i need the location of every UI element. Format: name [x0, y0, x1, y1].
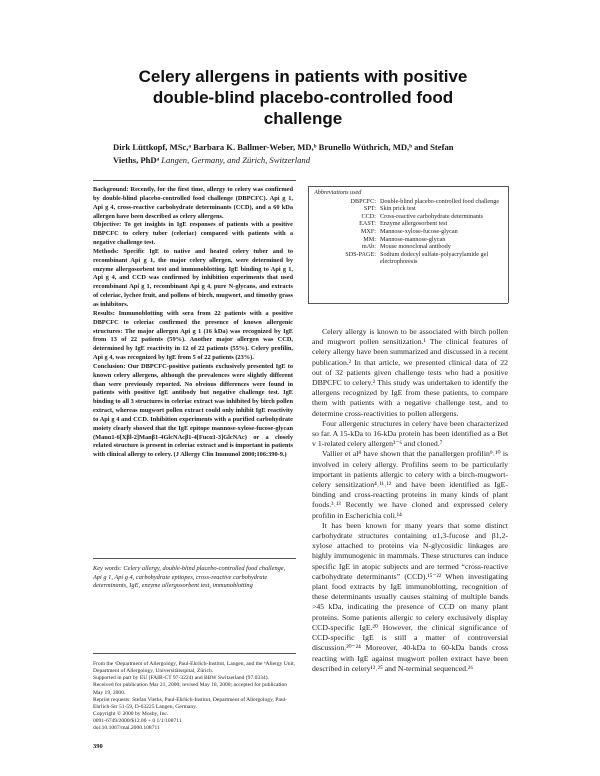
keywords: Key words: Celery allergy, double-blind placebo-controlled food challenge, Api g 1, Api g 4, carbohydrate epitopes, cross-reactive carbohydrate determinants, IgE, enzyme allergosorbent test, immunoblotting: [93, 565, 286, 589]
abstract-methods: Methods: Specific IgE to native and heated celery tuber and to recombinant Api g 1, the major celery allergen, were determined by enzyme allergosorbent test and immunoblotting. IgE binding to Api g 1, Api g 4, and CCD was confirmed by inhibition experiments that used recombinant Api g 1, recombinant Api g 4, pure N-glycans, and extracts of celeriac, lychee fruit, and pollens of birch, mugwort, and timothy grass as inhibitors.: [93, 247, 293, 308]
abstract: [93, 186, 293, 460]
abbr-row: [312, 198, 502, 206]
author-affiliation: Langen, Germany, and Zürich, Switzerland: [161, 155, 311, 165]
abbr-key: CCD:: [361, 212, 376, 220]
abbr-key: DBPCFC:: [350, 197, 376, 205]
abbr-row: [312, 228, 502, 236]
abbr-box-bottom: [308, 303, 508, 304]
abstract-top-rule: [93, 180, 296, 181]
abstract-objective: Objective: To get insights in IgE responses of patients with a positive DBPCFC to celery tuber (celeriac) compared with patients with a negative challenge test.: [93, 221, 293, 247]
body-paragraph: Four allergenic structures in celery have been characterized so far. A 15-kDa to 16-kDa protein has been identified as a Bet v 1-related celery allergen³⁻⁶ and cloned.⁷: [312, 418, 508, 449]
abbr-key: SPT:: [363, 205, 376, 213]
abbr-box-left: [308, 186, 309, 303]
author-list: [113, 141, 473, 167]
abbr-box-right: [508, 186, 509, 303]
footnote-received: Received for publication Mar 21, 2000; revised May 18, 2000; accepted for publication May 19, 2000.: [93, 682, 288, 696]
abbr-row: [312, 243, 502, 251]
abbr-value: Mannose-mannose-glycan: [380, 235, 446, 243]
abstract-bottom-rule: [93, 558, 296, 559]
abstract-results: Results: Immunoblotting with sera from 22 patients with a positive DBPCFC to celeriac confirmed the presence of known allergenic structures: The major allergen Api g 1 (16 kDa) was recognized by IgE from 13 of 22 patients (59%). Another major allergen was CCD, determined by IgE reactivity in 12 of 22 patients (55%). Celery profilin, Api g 4, was recognized by IgE from 5 of 22 patients (23%).: [93, 309, 293, 362]
keywords-bottom-rule: [93, 653, 296, 654]
body-paragraph: Celery allergy is known to be associated with birch pollen and mugwort pollen sensitization.¹ The clinical features of celery allergy have been summarized and discussed in a recent publication.² In that article, we presented clinical data of 22 out of 32 patients given challenge tests who had a positive DBPCFC to celery.² This study was undertaken to identify the allergens recognized by IgE from these patients, to compare them with patients with a negative challenge test, and to determine cross-reactivities to pollen allergens.: [312, 327, 508, 418]
abbr-key: MM:: [363, 235, 376, 243]
footnote-doi: doi:10.1067/mai.2000.108711: [93, 725, 160, 732]
abbreviations-box: [312, 189, 502, 266]
footnote-reprints: Reprint requests: Stefan Vieths, Paul-Ehrlich-Institut, Department of Allergology, Paul-Ehrlich-Str 51-59, D-63225 Langen, Germany.: [93, 696, 287, 710]
abbr-row: [312, 236, 502, 244]
abbr-value: Enzyme allergosorbent test: [380, 220, 448, 228]
abbr-row: [312, 205, 502, 213]
abbr-value: Sodium dodecyl sulfate-polyacrylamide gel electrophoresis: [380, 250, 489, 266]
abstract-background: Background: Recently, for the first time, allergy to celery was confirmed by double-blind placebo-controlled food challenge (DBPCFC). Api g 1, Api g 4, cross-reactive carbohydrate determinants (CCD), and a 60 kDa allergen have been described as celery allergens.: [93, 186, 293, 220]
footnote-support: Supported in part by EU (FAIR-CT 97-3224) and BBW Switzerland (97.0334).: [93, 675, 269, 682]
abbr-value: Cross-reactive carbohydrate determinants: [380, 212, 484, 220]
abbr-value: Double-blind placebo-controlled food challenge: [380, 197, 500, 205]
abbr-value: Mouse monoclonal antibody: [380, 243, 451, 251]
body-paragraph: It has been known for many years that some distinct carbohydrate structures containing α1,3-fucose and β1,2-xylose attached to proteins via N-glycosidic linkages are highly immunogenic in mammals. These structures can induce specific IgE in atopic subjects and are termed “cross-reactive carbohydrate determinants” (CCD).¹⁵⁻²² When investigating plant food extracts by IgE immunoblotting, recognition of these determinants usually causes staining of multiple bands >45 kDa, indicating the presence of CCD on many plant proteins. Some patients allergic to celery exclusively display CCD-specific IgE.²⁰ However, the clinical significance of CCD-specific IgE is still a matter of controversial discussion.²⁰⁻²⁴ Moreover, 40-kDa to 60-kDa bands cross reacting with IgE against mugwort pollen extract have been described in celery¹²˒²⁵ and N-terminal sequenced.²⁶: [312, 520, 508, 673]
author-names: Dirk Lüttkopf, MSc,ᵃ Barbara K. Ballmer-Weber, MD,ᵇ Brunello Wüthrich, MD,ᵇ and Stefan Vieths, PhDᵃ: [113, 142, 454, 165]
footnotes: [93, 661, 296, 733]
abbr-key: EAST:: [359, 220, 376, 228]
footnote-issn: 0091-6749/2000/$12.00 + 0 1/1/108711: [93, 718, 182, 725]
abbr-row: [312, 251, 502, 266]
abbr-row: [312, 220, 502, 228]
article-title: Celery allergens in patients with positive double-blind placebo-controlled food challenge: [138, 67, 468, 128]
abbr-value: Skin prick test: [380, 205, 416, 213]
body-paragraph: Vallier et al⁸ have shown that the panallergen profilin⁹˒¹⁰ is involved in celery allergy. Profilins seem to be particularly important in patients allergic to celery with a birch-mugwort-celery sensitization⁴˒¹¹˒¹² and have been identified as IgE-binding and cross-reacting proteins in many kinds of plant foods.³˒¹³ Recently we have cloned and expressed celery profilin in Escherichia coli.¹⁴: [312, 449, 508, 520]
abbr-value: Mannose-xylose-fucose-glycan: [380, 227, 458, 235]
abbr-key: SDS-PAGE:: [345, 250, 376, 258]
footnote-affiliation: From the ᵃDepartment of Allergology, Paul-Ehrlich-Institut, Langen, and the ᵇAllergy Unit, Department of Allergology, Universitätsspital, Zürich.: [93, 661, 296, 675]
footnote-copyright: Copyright © 2000 by Mosby, Inc.: [93, 711, 169, 718]
abbr-key: MXF:: [360, 227, 376, 235]
abbr-key: mAb:: [361, 243, 376, 251]
abbr-row: [312, 213, 502, 221]
abbr-box-top: [308, 186, 508, 187]
page-number: 390: [93, 743, 103, 750]
body-text: [312, 327, 508, 674]
abbreviations-heading: Abbreviations used: [314, 189, 362, 196]
abstract-conclusion: Conclusion: Our DBPCFC-positive patients exclusively presented IgE to known celery allergens, although the prevalences were slightly different than were previously reported. No obvious differences were found in patients with positive IgE antibody but negative challenge test. IgE binding to all 3 structures in celeriac extract was inhibited by birch pollen extract, whereas mugwort pollen extract could only inhibit IgE reactivity to Api g 4 and CCD. Inhibition experiments with a purified carbohydrate moiety clearly showed that the IgE epitope mannose-xylose-fucose-glycan (Manα1-6[Xβl-2]Manβ1-4GlcNAcβ1-4[Fucα1-3]GlcNAc) or a closely related structure is present in celeriac extract and is important in patients with clinical allergy to celery. (J Allergy Clin Immunol 2000;106:390-9.): [93, 362, 293, 459]
